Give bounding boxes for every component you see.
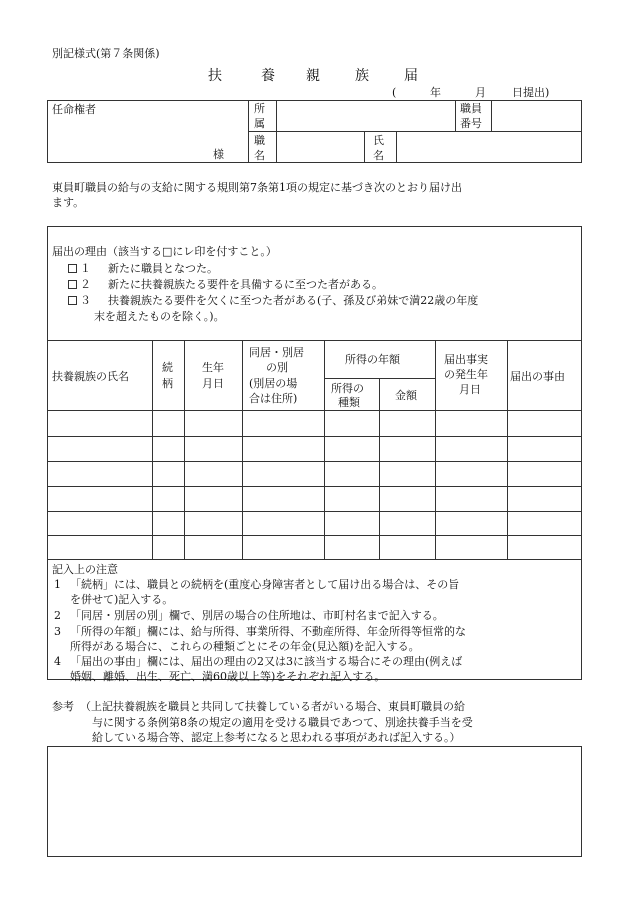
col-header-relation: 柄 <box>162 377 173 390</box>
name-label: 氏 <box>373 134 384 147</box>
note-text: 「同居・別居の別」欄で、別居の場合の住所地は、市町村名まで記入する。 <box>70 609 444 622</box>
col-header-relation: 続 <box>162 361 173 374</box>
reason-number: ３ <box>80 294 91 307</box>
position-label: 職 <box>254 134 265 147</box>
title-char: 届 <box>404 68 418 84</box>
table-col-line <box>507 340 508 559</box>
header-divider <box>364 131 365 163</box>
reason-number: ２ <box>80 278 91 291</box>
notes-heading: 記入上の注意 <box>52 563 118 576</box>
col-header-residence: (別居の場 <box>249 377 298 390</box>
note-text: 「届出の事由」欄には、届出の理由の2又は3に該当する場合にその理由(例えば <box>70 655 463 668</box>
affiliation-label: 属 <box>254 117 265 130</box>
col-header-occurrence: 月日 <box>459 383 481 396</box>
col-header-name: 扶養親族の氏名 <box>52 370 129 383</box>
intro-text: ます。 <box>52 196 85 209</box>
reason-number: １ <box>80 262 91 275</box>
title-char: 親 <box>306 68 320 84</box>
col-header-residence: 合は住所) <box>249 392 298 405</box>
col-header-reason: 届出の事由 <box>510 370 565 383</box>
table-row-line <box>47 511 582 512</box>
reason-text: 新たに職員となつた。 <box>108 262 218 275</box>
note-number: 2 <box>54 609 61 622</box>
note-text: 所得がある場合に、これらの種類ごとにその年金(見込額)を記入する。 <box>70 640 420 653</box>
col-header-occurrence: の発生年 <box>444 368 488 381</box>
col-header-income-type: 種類 <box>338 396 360 409</box>
note-text: を併せて)記入する。 <box>70 593 174 606</box>
honorific-sama: 様 <box>213 148 224 161</box>
header-divider <box>248 100 249 163</box>
intro-text: 東員町職員の給与の支給に関する規則第7条第1項の規定に基づき次のとおり届け出 <box>52 181 462 194</box>
header-divider <box>276 100 277 163</box>
table-header-bottom <box>47 410 582 411</box>
table-row-line <box>47 486 582 487</box>
table-col-line <box>242 340 243 559</box>
table-col-line <box>152 340 153 559</box>
date-month-label: 月 <box>475 86 486 99</box>
note-text: 婚姻、離婚、出生、死亡、満60歳以上等)をそれぞれ記入する。 <box>70 670 386 683</box>
note-text: 「所得の年額」欄には、給与所得、事業所得、不動産所得、年金所得等恒常的な <box>70 625 466 638</box>
reason-checkbox[interactable] <box>68 280 77 289</box>
header-divider <box>396 131 397 163</box>
title-char: 扶 <box>208 68 222 84</box>
col-header-amount: 金額 <box>395 389 417 402</box>
name-label: 名 <box>373 149 384 162</box>
staff-number-label: 番号 <box>460 117 482 130</box>
reason-heading: 届出の理由（該当する□にレ印を付すこと。） <box>52 245 277 258</box>
col-header-birthdate: 生年 <box>202 361 224 374</box>
date-day-label: 日提出) <box>512 86 550 99</box>
affiliation-label: 所 <box>254 102 265 115</box>
note-number: 4 <box>54 655 61 668</box>
title-char: 養 <box>261 68 275 84</box>
table-row-line <box>47 436 582 437</box>
staff-number-label: 職員 <box>460 102 482 115</box>
reason-text: 新たに扶養親族たる要件を具備するに至つた者がある。 <box>108 278 383 291</box>
col-header-residence: 同居・別居 <box>249 346 304 359</box>
table-row-line <box>47 535 582 536</box>
position-label: 名 <box>254 149 265 162</box>
reason-text: 扶養親族たる要件を欠くに至つた者がある(子、孫及び弟妹で満22歳の年度 <box>108 294 479 307</box>
table-col-line <box>324 340 325 559</box>
note-text: 「続柄」には、職員との続柄を(重度心身障害者として届け出る場合は、その旨 <box>70 578 460 591</box>
col-header-residence: の別 <box>266 361 288 374</box>
header-divider <box>248 131 582 132</box>
form-reference: 別記様式(第７条関係) <box>52 47 160 60</box>
col-header-birthdate: 月日 <box>202 377 224 390</box>
reference-label: 参考 <box>52 700 74 713</box>
table-col-line <box>435 340 436 559</box>
note-number: 3 <box>54 625 61 638</box>
header-divider <box>491 100 492 131</box>
reference-text: 給している場合等、認定上参考になると思われる事項があれば記入する。） <box>92 731 461 744</box>
reference-text: （上記扶養親族を職員と共同して扶養している者がいる場合、東員町職員の給 <box>80 700 465 713</box>
appointer-label: 任命権者 <box>52 103 96 116</box>
table-bottom <box>47 559 582 560</box>
table-row-line <box>47 461 582 462</box>
title-char: 族 <box>355 68 369 84</box>
table-col-line <box>379 378 380 559</box>
table-col-line <box>184 340 185 559</box>
reason-text-continued: 末を超えたものを除く。)。 <box>94 310 225 323</box>
header-divider <box>455 100 456 131</box>
reason-checkbox[interactable] <box>68 264 77 273</box>
date-year-label: 年 <box>430 86 441 99</box>
table-border <box>47 340 582 341</box>
reason-checkbox[interactable] <box>68 296 77 305</box>
reference-entry-box[interactable] <box>47 746 582 857</box>
date-open: ( <box>392 86 397 99</box>
col-header-income-type: 所得の <box>331 382 364 395</box>
col-header-occurrence: 届出事実 <box>444 353 488 366</box>
col-header-income: 所得の年額 <box>345 353 400 366</box>
reference-text: 与に関する条例第8条の規定の適用を受ける職員であつて、別途扶養手当を受 <box>92 716 473 729</box>
note-number: 1 <box>54 578 61 591</box>
